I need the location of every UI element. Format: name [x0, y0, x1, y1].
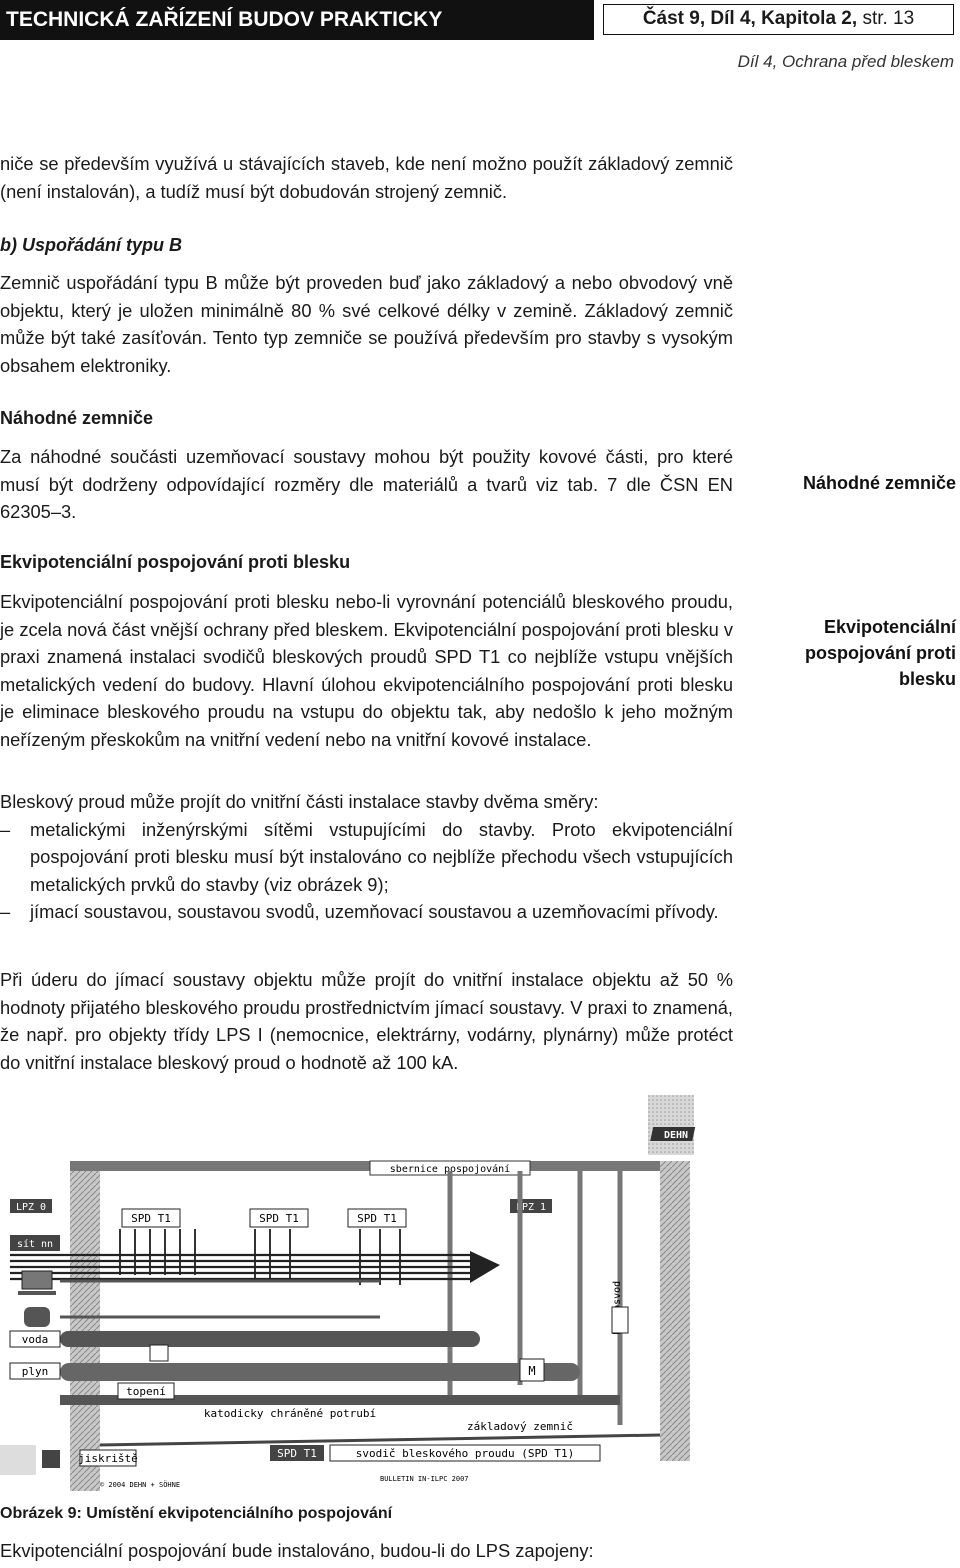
- bonding-bar-label: sbernice pospojování: [389, 1164, 511, 1175]
- paragraph-3: Za náhodné součásti uzemňovací soustavy mohou být použity kovové části, pro které musí být dodrženy odpovídající rozměry dle materiálů a tvarů viz tab. 7 dle ČSN EN 62305–3.: [0, 446, 733, 522]
- paragraph-2: Zemnič uspořádání typu B může být proveden buď jako základový a nebo obvodový vně objektu, který je uložen minimálně 80 % své celkové délky v zemině. Základový zemnič může být také zasíťován. Tento typ zemniče se používá především pro stavby s vysokým obsahem elektroniky.: [0, 272, 733, 376]
- legend-spd-desc: svodič bleskového proudu (SPD T1): [355, 1447, 575, 1460]
- paragraph-5: Bleskový proud může projít do vnitřní části instalace stavby dvěma směry: – metalickými inženýrskými sítěmi vstupujícími do stavby. Proto ekvipotenciální pospojování proti blesku musí být instalováno co nejblíže přechodu všech vstupujících metalických prvků do stavby (viz obrázek 9); – jímací soustavou, soustavou svodů, uzemňovací soustavou a uzemňovacími přívody.: [0, 788, 733, 926]
- gas-pipe: [60, 1363, 580, 1381]
- isolating-spark-gap-icon: [150, 1345, 168, 1361]
- label-foundation-earth: základový zemnič: [467, 1420, 573, 1433]
- legend-spark-gap: jiskriště: [78, 1452, 138, 1465]
- label-plyn: plyn: [21, 1365, 49, 1378]
- gas-meter-label: M: [528, 1364, 536, 1378]
- paragraph-6: Při úderu do jímací soustavy objektu může projít do vnitřní instalace objektu až 50 % hodnoty přijatého bleskového proudu prostřednictvím jímací soustavy. V praxi to znamená, že např. pro objekty třídy LPS I (nemocnice, elektrárny, vodárny, plynárny) může protéct do vnitřní instalace bleskový proud o hodnotě až 100 kA.: [0, 969, 733, 1073]
- page-header: [0, 0, 960, 40]
- paragraph-4: Ekvipotenciální pospojování proti blesku nebo-li vyrovnání potenciálů bleskového proudu, je zcela nová část vnější ochrany před bleskem. Ekvipotenciální pospojování proti blesku v praxi znamená instalaci svodičů bleskových proudů SPD T1 co nejblíže vstupu vnějších metalických vedení do budovy. Hlavní úlohou ekvipotenciálního pospojování proti blesku je eliminace bleskového proudu na vstupu do objektu tak, aby nedošlo k jeho možným neřízeným přeskokům na vnitřní vedení nebo na vnitřní kovové instalace.: [0, 591, 733, 750]
- dehn-logo: [648, 1095, 695, 1155]
- bullet-1: – metalickými inženýrskými sítěmi vstupujícími do stavby. Proto ekvipotenciální pospojování proti blesku musí být instalováno co nejblíže přechodu všech vstupujících metalických prvků do stavby (viz obrázek 9);: [0, 818, 733, 895]
- closing-line: Ekvipotenciální pospojování bude instalováno, budou-li do LPS zapojeny:: [0, 1540, 594, 1561]
- legend-spd: SPD T1: [277, 1447, 317, 1460]
- chapter-subtitle: Díl 4, Ochrana před bleskem: [737, 52, 954, 71]
- lpz1-label: LPZ 1: [515, 1202, 547, 1213]
- spd-box-3: SPD T1: [357, 1212, 397, 1225]
- computer-icon: [22, 1271, 52, 1289]
- telephone-icon: [24, 1307, 50, 1327]
- heading-ekvipotencialni: Ekvipotenciální pospojování proti blesku: [0, 552, 351, 572]
- section-locator: [603, 4, 954, 35]
- hazard-icon: [0, 1445, 36, 1475]
- lpz0-label: LPZ 0: [15, 1202, 47, 1213]
- heading-nahodne-zemnice: Náhodné zemniče: [0, 408, 154, 428]
- spd-box-2: SPD T1: [259, 1212, 299, 1225]
- water-pipe: [60, 1331, 480, 1347]
- equipotential-bonding-diagram: [0, 1095, 700, 1495]
- publication-title: TECHNICKÁ ZAŘÍZENÍ BUDOV PRAKTICKY: [0, 0, 594, 40]
- part-label: Část 9, Díl 4, Kapitola 2,: [642, 8, 858, 29]
- building-wall-right: [660, 1161, 690, 1461]
- page-label: str. 13: [862, 8, 915, 29]
- spark-gap-symbol: [612, 1307, 628, 1333]
- label-voda: voda: [21, 1333, 49, 1346]
- svg-text:DEHN: DEHN: [663, 1130, 689, 1141]
- bulletin-note: BULLETIN IN-ILPC 2007: [380, 1475, 469, 1483]
- margin-note-ekvi: Ekvipotenciální pospojování proti blesku: [805, 617, 956, 689]
- figure-caption: Obrázek 9: Umístění ekvipotenciálního pospojování: [0, 1505, 393, 1522]
- paragraph-1: niče se především využívá u stávajících staveb, kde není možno použít základový zemnič (není instalován), a tudíž musí být dobudován strojený zemnič.: [0, 153, 733, 202]
- bullet-2: – jímací soustavou, soustavou svodů, uzemňovací soustavou a uzemňovacími přívody.: [0, 901, 719, 922]
- heading-type-b: b) Uspořádání typu B: [0, 235, 183, 255]
- copyright-note: © 2004 DEHN + SÖHNE: [100, 1481, 181, 1489]
- margin-note-nahodne: Náhodné zemniče: [802, 473, 956, 493]
- label-sit-nn: sít nn: [16, 1239, 54, 1250]
- label-topeni: topení: [126, 1385, 166, 1398]
- building-wall: [70, 1161, 100, 1491]
- label-cathodic-pipe: katodicky chráněné potrubí: [203, 1407, 377, 1420]
- spd-box-1: SPD T1: [131, 1212, 171, 1225]
